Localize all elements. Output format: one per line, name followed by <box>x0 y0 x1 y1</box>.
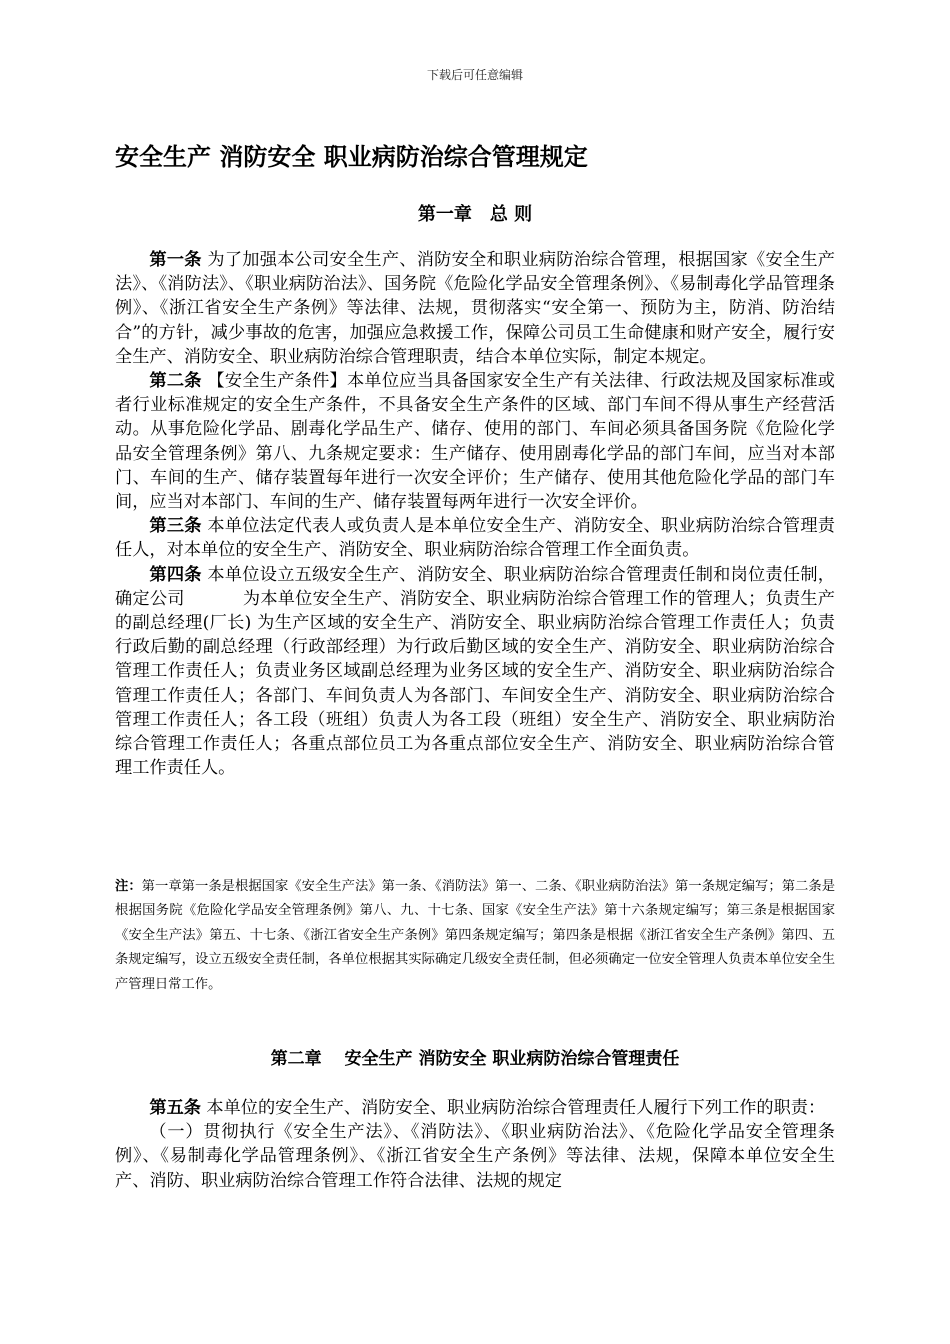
chapter-2-heading: 第二章 安全生产 消防安全 职业病防治综合管理责任 <box>270 1049 680 1069</box>
chapter-1-heading: 第一章 总 则 <box>417 204 533 225</box>
note-label: 注： <box>115 879 142 894</box>
document-title: 安全生产 消防安全 职业病防治综合管理规定 <box>115 143 588 171</box>
article-2 <box>115 369 835 514</box>
article-text: 本单位法定代表人或负责人是本单位安全生产、消防安全、职业病防治综合管理责任人，对本单位的安全生产、消防安全、职业病防治综合管理工作全面负责。 <box>115 516 835 561</box>
article-text-continued: 为本单位安全生产、消防安全、职业病防治综合管理工作的管理人；负责生产的副总经理(厂长) 为生产区域的安全生产、消防安全、职业病防治综合管理工作责任人；负责行政后勤的副总经理（行政部经理）为行政后勤区域的安全生产、消防安全、职业病防治综合管理工作责任人；负责业务区域副总经理为业务区域的安全生产、消防安全、职业病防治综合管理工作责任人；各部门、车间负责人为各部门、车间安全生产、消防安全、职业病防治综合管理工作责任人；各工段（班组）负责人为各工段（班组）安全生产、消防安全、职业病防治综合管理工作责任人；各重点部位员工为各重点部位安全生产、消防安全、职业病防治综合管理工作责任人。 <box>115 588 835 779</box>
article-text: 本单位设立五级安全生产、消防安全、职业病防治综合管理责任制和岗位责任制，确定公司 <box>115 564 835 609</box>
article-5-item-1 <box>115 1120 835 1193</box>
article-label: 第四条 <box>149 564 202 585</box>
article-1 <box>115 248 835 369</box>
header-note: 下载后可任意编辑 <box>426 68 523 82</box>
article-label: 第一条 <box>149 250 202 270</box>
chapter-1-body <box>115 248 835 780</box>
article-4 <box>115 563 835 781</box>
article-text: 为了加强本公司安全生产、消防安全和职业病防治综合管理，根据国家《安全生产法》、《消防法》、《职业病防治法》、国务院《危险化学品安全管理条例》、《易制毒化学品管理条例》、《浙江省安全生产条例》等法律、法规，贯彻落实“安全第一、预防为主，防消、防治结合”的方针，减少事故的危害，加强应急救援工作，保障公司员工生命健康和财产安全，履行安全生产、消防安全、职业病防治综合管理职责，结合本单位实际，制定本规定。 <box>115 250 835 367</box>
article-label: 第三条 <box>149 516 202 537</box>
article-text: 【安全生产条件】本单位应当具备国家安全生产有关法律、行政法规及国家标准或者行业标准规定的安全生产条件，不具备安全生产条件的区域、部门车间不得从事生产经营活动。从事危险化学品、剧毒化学品生产、储存、使用的部门、车间必须具备国务院《危险化学品安全管理条例》第八、九条规定要求：生产储存、使用剧毒化学品的部门车间，应当对本部门、车间的生产、储存装置每年进行一次安全评价；生产储存、使用其他危险化学品的部门车间，应当对本部门、车间的生产、储存装置每两年进行一次安全评价。 <box>115 371 835 513</box>
note-text: 第一章第一条是根据国家《安全生产法》第一条、《消防法》第一、二条、《职业病防治法》第一条规定编写；第二条是根据国务院《危险化学品安全管理条例》第八、九、十七条、国家《安全生产法》第十六条规定编写；第三条是根据国家《安全生产法》第五、十七条、《浙江省安全生产条例》第四条规定编写；第四条是根据《浙江省安全生产条例》第四、五条规定编写，设立五级安全责任制，各单位根据其实际确定几级安全责任制，但必须确定一位安全管理人负责本单位安全生产管理日常工作。 <box>115 879 836 992</box>
item-text: （一）贯彻执行《安全生产法》、《消防法》、《职业病防治法》、《危险化学品安全管理条例》、《易制毒化学品管理条例》、《浙江省安全生产条例》等法律、法规，保障本单位安全生产、消防、职业病防治综合管理工作符合法律、法规的规定 <box>115 1122 835 1191</box>
article-text: 本单位的安全生产、消防安全、职业病防治综合管理责任人履行下列工作的职责： <box>200 1098 826 1118</box>
chapter-1-note <box>115 875 835 997</box>
article-3 <box>115 514 835 562</box>
article-5 <box>115 1096 835 1120</box>
article-label: 第五条 <box>149 1098 201 1118</box>
chapter-2-body <box>115 1096 835 1193</box>
article-label: 第二条 <box>149 371 202 392</box>
